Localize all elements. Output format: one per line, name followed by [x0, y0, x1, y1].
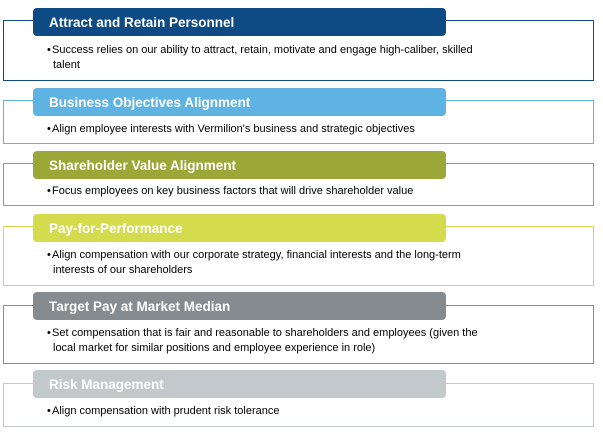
bullet-line: Align compensation with our corporate strategy, financial interests and the long-term	[52, 249, 461, 261]
bullet-line: Focus employees on key business factors that will drive shareholder value	[52, 185, 414, 197]
bullet-icon: •	[47, 327, 51, 339]
bullet-text	[47, 326, 547, 356]
bullet-line: local market for similar positions and employee experience in role)	[53, 342, 376, 354]
bullet-icon: •	[47, 405, 51, 417]
bullet-line: Align employee interests with Vermilion's business and strategic objectives	[52, 123, 415, 135]
header-bar	[33, 292, 446, 320]
header-title: Risk Management	[49, 376, 164, 392]
bullet-icon: •	[47, 123, 51, 135]
bullet-line: Success relies on our ability to attract, retain, motivate and engage high-caliber, skilled	[52, 44, 473, 56]
header-title: Business Objectives Alignment	[49, 94, 251, 110]
header-title: Target Pay at Market Median	[49, 298, 231, 314]
bullet-text	[47, 184, 547, 199]
bullet-line: Set compensation that is fair and reasonable to shareholders and employees (given the	[52, 327, 478, 339]
header-title: Attract and Retain Personnel	[49, 14, 235, 30]
header-bar	[33, 88, 446, 116]
header-bar	[33, 151, 446, 179]
header-title: Pay-for-Performance	[49, 220, 183, 236]
bullet-line: Align compensation with prudent risk tolerance	[52, 405, 280, 417]
header-bar	[33, 8, 446, 36]
bullet-text	[47, 404, 547, 419]
bullet-line: talent	[53, 59, 80, 71]
header-bar	[33, 214, 446, 242]
bullet-text	[47, 122, 547, 137]
bullet-line: interests of our shareholders	[53, 264, 193, 276]
bullet-text	[47, 248, 547, 278]
bullet-text	[47, 43, 547, 73]
header-title: Shareholder Value Alignment	[49, 157, 237, 173]
bullet-icon: •	[47, 249, 51, 261]
bullet-icon: •	[47, 185, 51, 197]
bullet-icon: •	[47, 44, 51, 56]
header-bar	[33, 370, 446, 398]
